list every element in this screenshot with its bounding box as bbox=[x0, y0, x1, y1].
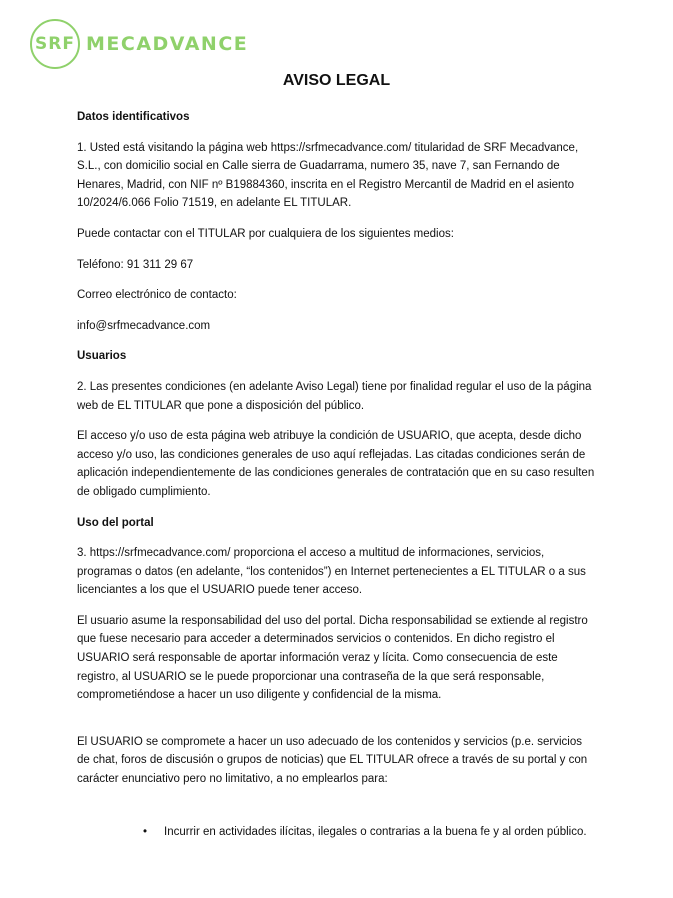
paragraph-usuarios-1: 2. Las presentes condiciones (en adelante Aviso Legal) tiene por finalidad regular el uso de la página web de EL TITULAR que pone a disposición del público. bbox=[77, 380, 592, 412]
document-body bbox=[77, 108, 597, 841]
heading-uso-del-portal: Uso del portal bbox=[77, 516, 154, 529]
logo-mark: SRF bbox=[30, 19, 80, 69]
company-logo bbox=[30, 19, 248, 69]
list-item-text: Incurrir en actividades ilícitas, ilegales o contrarias a la buena fe y al orden público. bbox=[164, 825, 587, 838]
paragraph-contact-intro: Puede contactar con el TITULAR por cualquiera de los siguientes medios: bbox=[77, 227, 454, 240]
paragraph-identification: 1. Usted está visitando la página web https://srfmecadvance.com/ titularidad de SRF Mecadvance, S.L., con domicilio social en Calle sierra de Guadarrama, numero 35, nave 7, san Fernando de Henares, Madrid, con NIF nº B19884360, inscrita en el Registro Mercantil de Madrid en el asiento 10/2024/6.066 Folio 71519, en adelante EL TITULAR. bbox=[77, 141, 579, 210]
bullet-icon: • bbox=[143, 825, 148, 838]
prohibited-uses-list bbox=[77, 823, 597, 842]
spacer bbox=[77, 717, 597, 733]
paragraph-portal-2: El usuario asume la responsabilidad del uso del portal. Dicha responsabilidad se extiende al registro que fuese necesario para acceder a determinados servicios o contenidos. En dicho registro el USUARIO será responsable de aportar información veraz y lícita. Como consecuencia de este registro, al USUARIO se le puede proporcionar una contraseña de la que será responsable, comprometiéndose a hacer un uso diligente y confidencial de la misma. bbox=[77, 614, 588, 702]
contact-phone: Teléfono: 91 311 29 67 bbox=[77, 258, 194, 271]
paragraph-portal-3: El USUARIO se compromete a hacer un uso adecuado de los contenidos y servicios (p.e. servicios de chat, foros de discusión o grupos de noticias) que EL TITULAR ofrece a través de su portal y con carácter enunciativo pero no limitativo, a no emplearlos para: bbox=[77, 735, 588, 786]
paragraph-portal-1: 3. https://srfmecadvance.com/ proporciona el acceso a multitud de informaciones, servicios, programas o datos (en adelante, “los contenidos”) en Internet pertenecientes a EL TITULAR o a sus licenciantes a los que el USUARIO puede tener acceso. bbox=[77, 547, 586, 597]
page-title: AVISO LEGAL bbox=[282, 72, 391, 89]
contact-email: info@srfmecadvance.com bbox=[77, 319, 211, 332]
contact-email-label: Correo electrónico de contacto: bbox=[77, 289, 237, 302]
list-item bbox=[77, 823, 597, 842]
paragraph-usuarios-2: El acceso y/o uso de esta página web atribuye la condición de USUARIO, que acepta, desde dicho acceso y/o uso, las condiciones generales de uso aquí reflejadas. Las citadas condiciones serán de aplicación independientemente de las condiciones generales de contratación que en su caso resulten de obligado cumplimiento. bbox=[77, 430, 595, 498]
logo-name: MECADVANCE bbox=[86, 33, 249, 55]
spacer bbox=[77, 801, 597, 823]
heading-datos-identificativos: Datos identificativos bbox=[77, 111, 190, 123]
heading-usuarios: Usuarios bbox=[77, 350, 127, 363]
